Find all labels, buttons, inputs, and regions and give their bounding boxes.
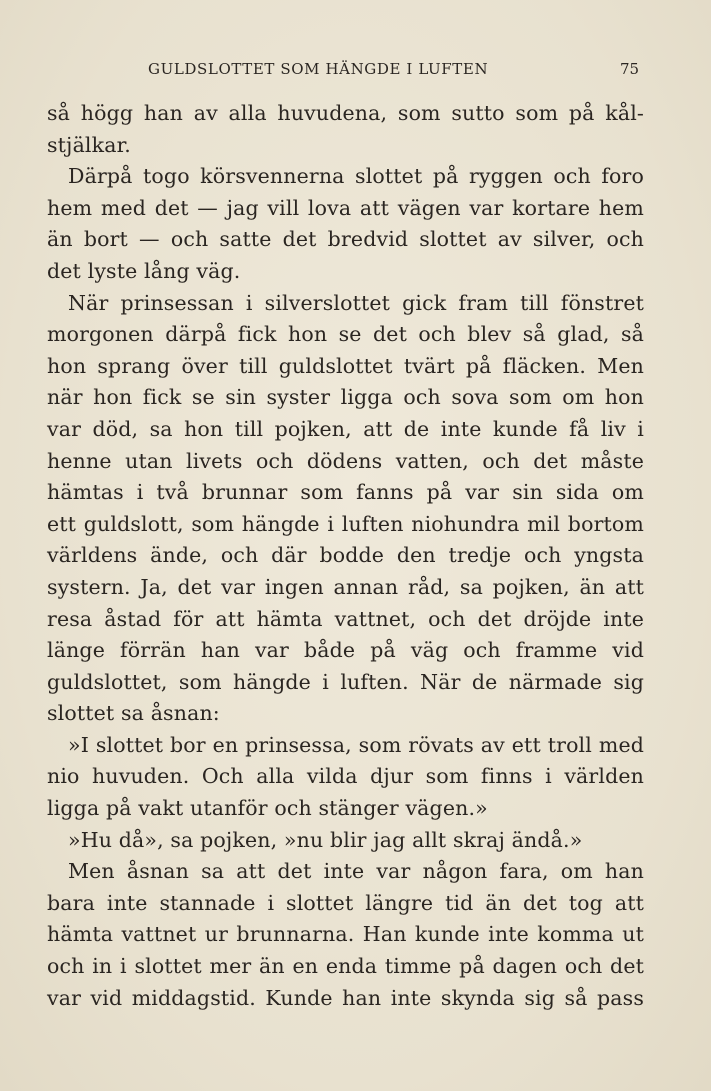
text-line: så högg han av alla huvudena, som sutto som på kål- xyxy=(47,101,644,125)
text-line: Därpå togo körsvennerna slottet på ryggen och foro xyxy=(68,164,644,189)
page-number: 75 xyxy=(620,60,640,78)
text-line: hämta vattnet ur brunnarna. Han kunde inte komma ut xyxy=(47,922,644,947)
text-line: henne utan livets och dödens vatten, och det måste xyxy=(47,448,644,473)
text-line: resa åstad för att hämta vattnet, och det dröjde inte xyxy=(47,606,644,631)
text-line: det lyste lång väg. xyxy=(47,258,241,283)
text-line: hon sprang över till guldslottet tvärt på fläcken. Men xyxy=(47,353,644,378)
text-line: när hon fick se sin syster ligga och sova som om hon xyxy=(47,385,644,410)
text-line: än bort — och satte det bredvid slottet av silver, och xyxy=(47,227,644,252)
running-head-title: GULDSLOTTET SOM HÄNGDE I LUFTEN xyxy=(148,60,489,78)
text-line: slottet sa åsnan: xyxy=(47,701,220,726)
text-line: Men åsnan sa att det inte var någon fara, om han xyxy=(68,859,644,884)
text-line: nio huvuden. Och alla vilda djur som finns i världen xyxy=(47,764,644,789)
text-line: bara inte stannade i slottet längre tid än det tog att xyxy=(47,890,644,915)
text-line: hem med det — jag vill lova att vägen var kortare hem xyxy=(47,195,644,220)
text-line: »Hu då», sa pojken, »nu blir jag allt skraj ändå.» xyxy=(68,827,583,852)
text-line: länge förrän han var både på väg och framme vid xyxy=(47,638,644,663)
text-line: stjälkar. xyxy=(47,132,131,157)
text-line: systern. Ja, det var ingen annan råd, sa pojken, än att xyxy=(47,574,644,599)
text-line: När prinsessan i silverslottet gick fram till fönstret xyxy=(68,290,644,315)
text-line: guldslottet, som hängde i luften. När de närmade sig xyxy=(47,669,644,694)
text-line: världens ände, och där bodde den tredje och yngsta xyxy=(47,543,644,568)
text-line: morgonen därpå fick hon se det och blev så glad, så xyxy=(47,322,644,347)
text-line: hämtas i två brunnar som fanns på var sin sida om xyxy=(47,480,644,505)
running-head xyxy=(0,60,711,82)
text-line: var vid middagstid. Kunde han inte skynda sig så pass xyxy=(47,985,644,1010)
text-line: »I slottet bor en prinsessa, som rövats av ett troll med xyxy=(68,732,644,757)
text-line: ett guldslott, som hängde i luften niohundra mil bortom xyxy=(47,511,644,536)
body-text xyxy=(47,98,644,1014)
text-line: och in i slottet mer än en enda timme på dagen och det xyxy=(47,954,644,979)
text-line: ligga på vakt utanför och stänger vägen.» xyxy=(47,796,488,821)
text-line: var död, sa hon till pojken, att de inte kunde få liv i xyxy=(47,416,644,441)
